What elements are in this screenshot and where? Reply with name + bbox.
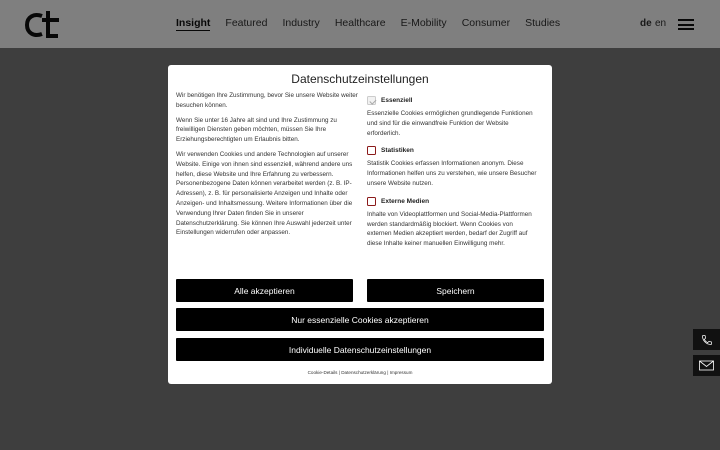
option-essential (367, 96, 537, 138)
dialog-title: Datenschutzeinstellungen (291, 72, 429, 86)
save-button[interactable]: Speichern (367, 279, 544, 302)
option-description: Essenzielle Cookies ermöglichen grundlegende Funktionen und sind für die einwandfreie Funktion der Website erforderlich. (367, 110, 533, 137)
option-external-media (367, 197, 537, 249)
link-separator: | (337, 370, 342, 375)
intro-paragraph: Wir verwenden Cookies und andere Technologien auf unserer Website. Einige von ihnen sind essenziell, während andere uns helfen, diese Website und Ihre Erfahrung zu verbessern. Personenbezogene Daten können verarbeitet werden (z. B. IP-Adressen), z. B. für personalisierte Anzeigen und Inhalte oder Anzeigen- und Inhaltsmessung. Weitere Informationen über die Verwendung Ihrer Daten finden Sie in unserer Datenschutzerklärung. Sie können Ihre Auswahl jederzeit unter Einstellungen widerrufen oder anpassen. (176, 150, 353, 237)
individual-settings-button[interactable]: Individuelle Datenschutzeinstellungen (176, 338, 544, 361)
option-label: Essenziell (381, 97, 413, 104)
external-media-checkbox[interactable] (367, 197, 376, 206)
dialog-intro (176, 91, 358, 243)
imprint-link[interactable]: Impressum (389, 370, 413, 375)
essential-checkbox (367, 96, 376, 105)
privacy-policy-link[interactable]: Datenschutzerklärung (341, 370, 386, 375)
statistics-checkbox[interactable] (367, 146, 376, 155)
intro-paragraph: Wir benötigen Ihre Zustimmung, bevor Sie unsere Website weiter besuchen können. (176, 92, 358, 109)
option-label[interactable]: Statistiken (381, 147, 414, 155)
option-label[interactable]: Externe Medien (381, 197, 430, 205)
accept-all-button[interactable]: Alle akzeptieren (176, 279, 353, 302)
option-description: Statistik Cookies erfassen Informationen anonym. Diese Informationen helfen uns zu verstehen, wie unsere Besucher unsere Website nutzen. (367, 160, 537, 187)
accept-essential-button[interactable]: Nur essenzielle Cookies akzeptieren (176, 308, 544, 331)
consent-options (367, 96, 537, 257)
option-description: Inhalte von Videoplattformen und Social-Media-Plattformen werden standardmäßig blockiert. Wenn Cookies von externen Medien akzeptiert werden, bedarf der Zugriff auf diese Inhalte keiner manuellen Einwilligung mehr. (367, 210, 532, 248)
mail-button[interactable] (693, 355, 720, 376)
mail-icon (699, 360, 714, 371)
link-separator: | (385, 370, 390, 375)
option-statistics (367, 146, 537, 188)
intro-paragraph: Wenn Sie unter 16 Jahre alt sind und Ihre Zustimmung zu freiwilligen Diensten geben möchten, müssen Sie Ihre Erziehungsberechtigten um Erlaubnis bitten. (176, 116, 337, 144)
privacy-settings-dialog (168, 65, 552, 384)
dialog-footer-links (168, 370, 552, 376)
cookie-details-link[interactable]: Cookie-Details (307, 370, 338, 375)
phone-button[interactable] (693, 329, 720, 350)
phone-icon (701, 334, 713, 346)
